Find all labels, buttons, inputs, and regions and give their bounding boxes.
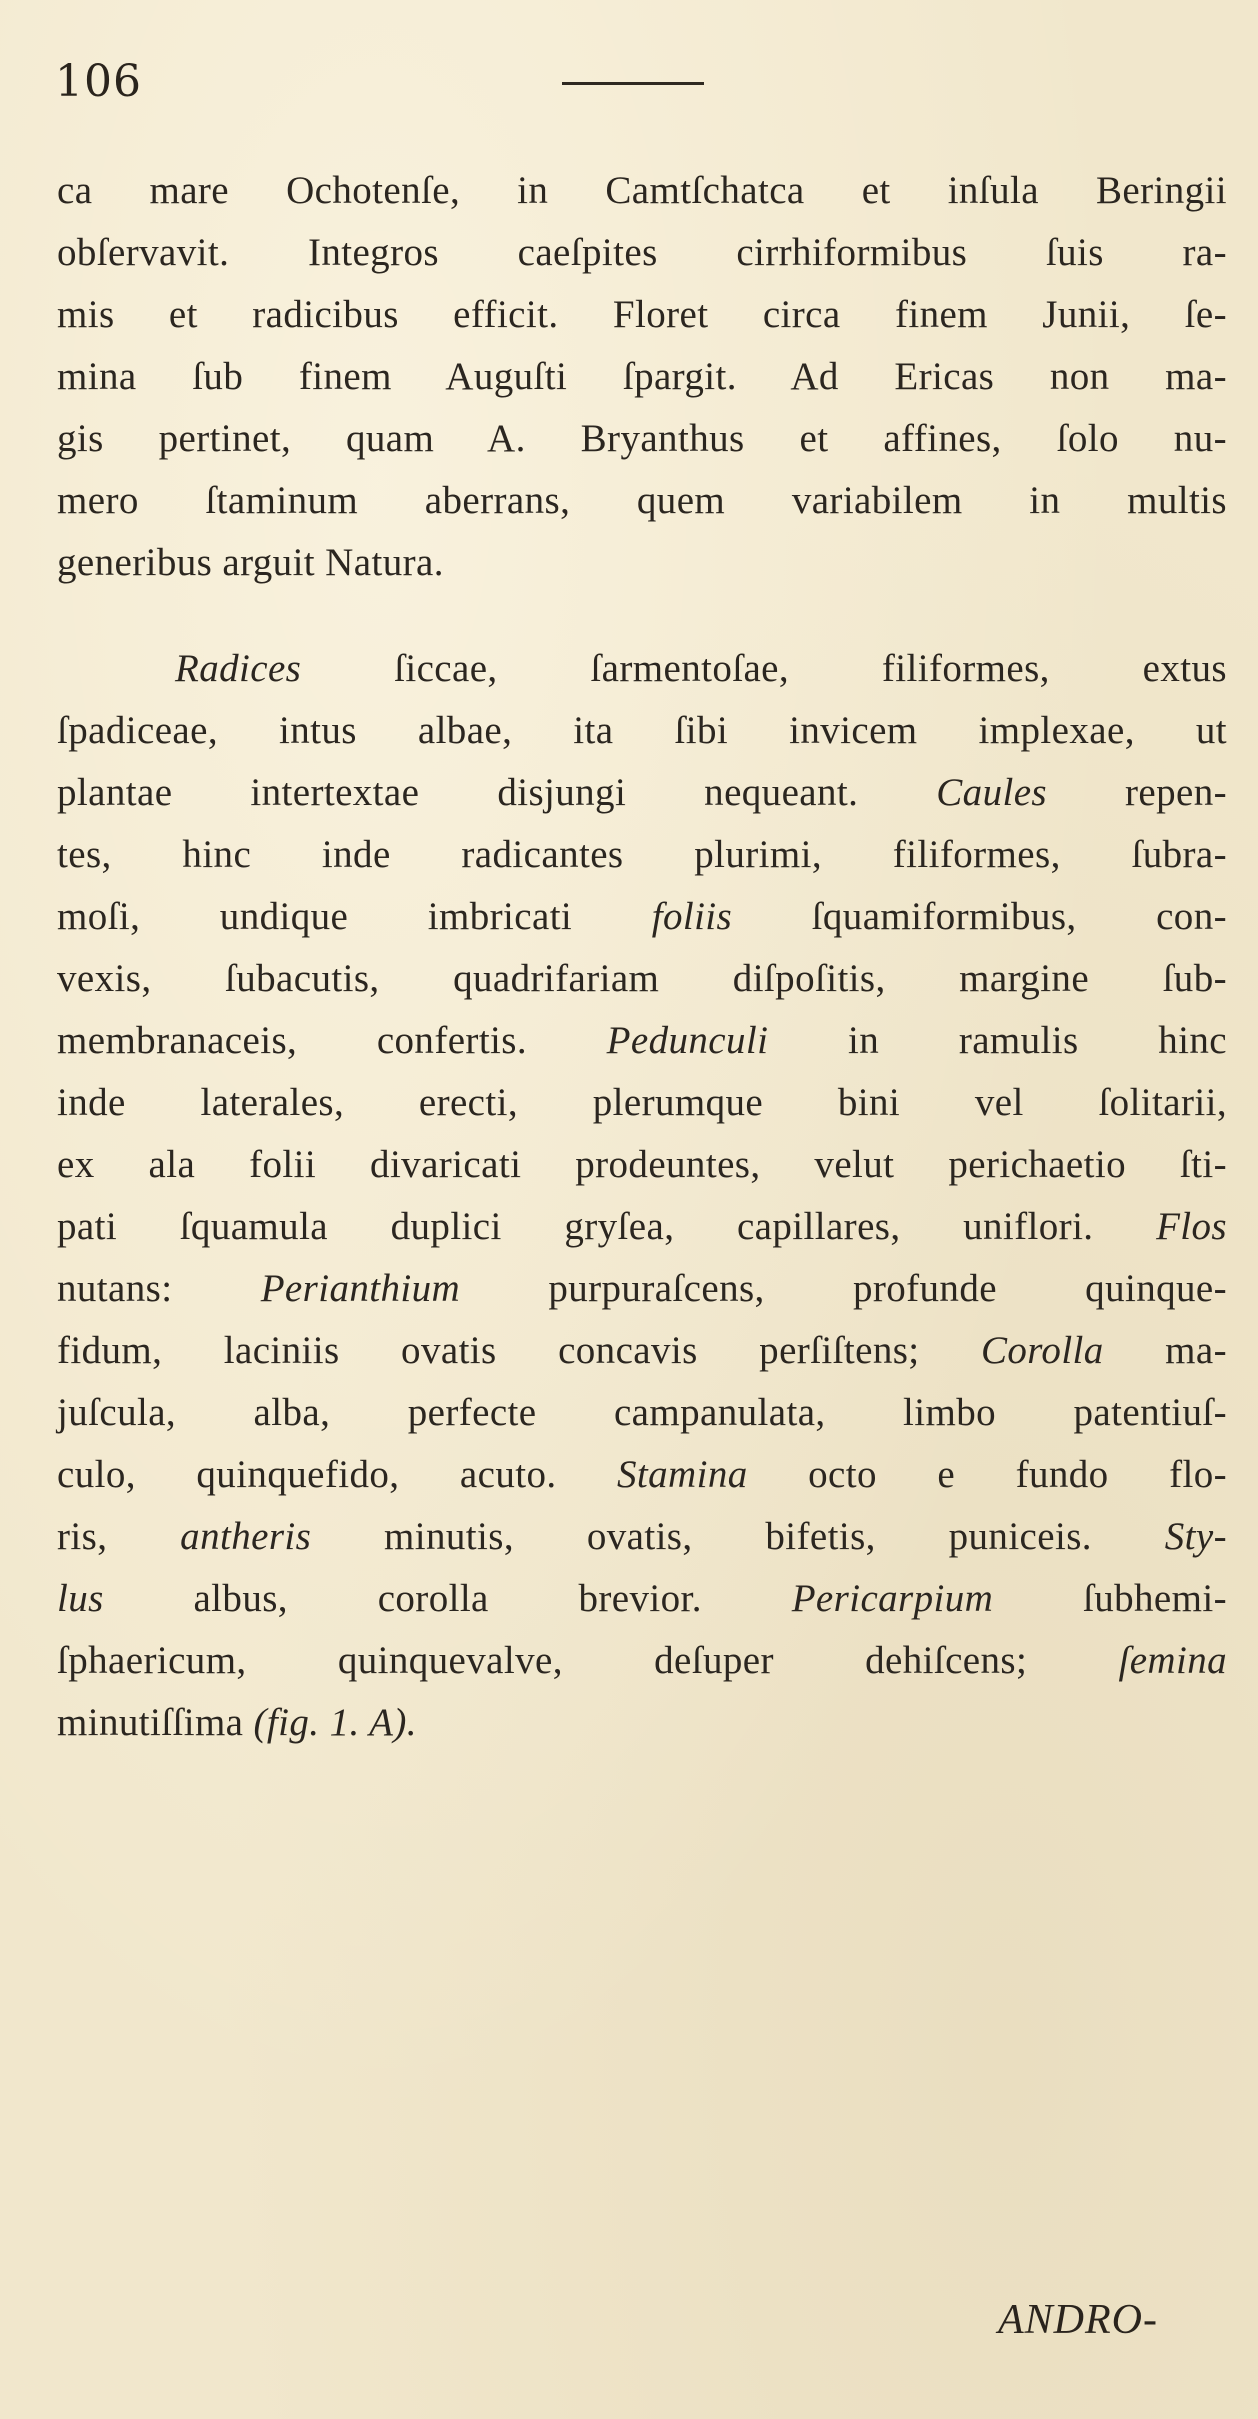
text-line [57, 762, 1227, 824]
text-segment: ma- [1103, 1329, 1227, 1372]
text-segment: membranaceis, confertis. [57, 1019, 607, 1062]
text-segment: moſi, undique imbricati [57, 895, 652, 938]
text-line [57, 1320, 1227, 1382]
text-segment: nutans: [57, 1267, 261, 1310]
text-line [57, 1010, 1227, 1072]
text-segment: ſpadiceae, intus albae, ita ſibi invicem implexae, ut [57, 709, 1227, 752]
body-text [57, 160, 1227, 1754]
text-line [57, 638, 1227, 700]
paragraph-gap [57, 594, 1227, 638]
italic-term: Pericarpium [791, 1577, 994, 1620]
italic-term: Caules [936, 771, 1048, 814]
text-segment: vexis, ſubacutis, quadrifariam diſpoſitis, margine ſub- [57, 957, 1227, 1000]
text-segment: fidum, laciniis ovatis concavis perſiſtens; [57, 1329, 981, 1372]
text-segment: juſcula, alba, perfecte campanulata, limbo patentiuſ- [57, 1391, 1227, 1434]
text-segment: inde laterales, erecti, plerumque bini vel ſolitarii, [57, 1081, 1227, 1124]
text-line [57, 1382, 1227, 1444]
text-line [57, 1072, 1227, 1134]
italic-term: ſemina [1118, 1639, 1227, 1682]
paragraph-distribution [57, 160, 1227, 594]
italic-term: lus [57, 1577, 104, 1620]
italic-term: Sty- [1164, 1515, 1227, 1558]
text-line: mero ſtaminum aberrans, quem variabilem in multis [57, 479, 1227, 522]
text-segment: plantae intertextae disjungi nequeant. [57, 771, 937, 814]
text-segment: culo, quinquefido, acuto. [57, 1453, 618, 1496]
italic-term: Pedunculi [606, 1019, 769, 1062]
text-segment: ſphaericum, quinquevalve, deſuper dehiſcens; [57, 1639, 1119, 1682]
page-number: 106 [55, 56, 142, 107]
text-line: gis pertinet, quam A. Bryanthus et affines, ſolo nu- [57, 417, 1227, 460]
text-line [57, 1630, 1227, 1692]
header-rule [562, 82, 704, 85]
text-line [57, 1692, 1227, 1754]
italic-term: (fig. 1. A). [253, 1701, 417, 1744]
text-line [57, 1196, 1227, 1258]
italic-term: Stamina [617, 1453, 748, 1496]
running-header [0, 52, 1258, 112]
text-segment: minutis, ovatis, bifetis, puniceis. [311, 1515, 1165, 1558]
italic-term: Perianthium [260, 1267, 461, 1310]
italic-term: Radices [175, 647, 302, 690]
text-segment: tes, hinc inde radicantes plurimi, filiformes, ſubra- [57, 833, 1227, 876]
text-segment: albus, corolla brevior. [103, 1577, 792, 1620]
italic-term: Corolla [980, 1329, 1104, 1372]
italic-term: foliis [651, 895, 733, 938]
text-line: obſervavit. Integros caeſpites cirrhiformibus ſuis ra- [57, 231, 1227, 274]
text-segment: ſiccae, ſarmentoſae, filiformes, extus [301, 647, 1227, 690]
italic-term: antheris [180, 1515, 312, 1558]
text-line [57, 1134, 1227, 1196]
text-segment: purpuraſcens, profunde quinque- [460, 1267, 1227, 1310]
text-segment: octo e fundo flo- [747, 1453, 1227, 1496]
text-segment: minutiſſima [57, 1701, 254, 1744]
text-segment: in ramulis hinc [768, 1019, 1227, 1062]
text-segment: ris, [57, 1515, 181, 1558]
text-line: ca mare Ochotenſe, in Camtſchatca et inſula Beringii [57, 169, 1227, 212]
text-line [57, 824, 1227, 886]
text-line [57, 700, 1227, 762]
text-line [57, 886, 1227, 948]
text-segment: ex ala folii divaricati prodeuntes, velut perichaetio ſti- [57, 1143, 1227, 1186]
italic-term: Flos [1156, 1205, 1227, 1248]
text-line: mis et radicibus efficit. Floret circa finem Junii, ſe- [57, 293, 1227, 336]
catchword: ANDRO- [998, 2297, 1158, 2343]
text-line: generibus arguit Natura. [57, 541, 444, 584]
text-line [57, 1506, 1227, 1568]
text-line [57, 1568, 1227, 1630]
text-segment: repen- [1047, 771, 1227, 814]
paragraph-description [57, 638, 1227, 1754]
text-segment: ſubhemi- [993, 1577, 1228, 1620]
text-line [57, 1444, 1227, 1506]
text-line [57, 1258, 1227, 1320]
text-segment: ſquamiformibus, con- [732, 895, 1227, 938]
text-line: mina ſub finem Auguſti ſpargit. Ad Ericas non ma- [57, 355, 1227, 398]
text-segment: pati ſquamula duplici gryſea, capillares, uniflori. [57, 1205, 1157, 1248]
text-line [57, 948, 1227, 1010]
